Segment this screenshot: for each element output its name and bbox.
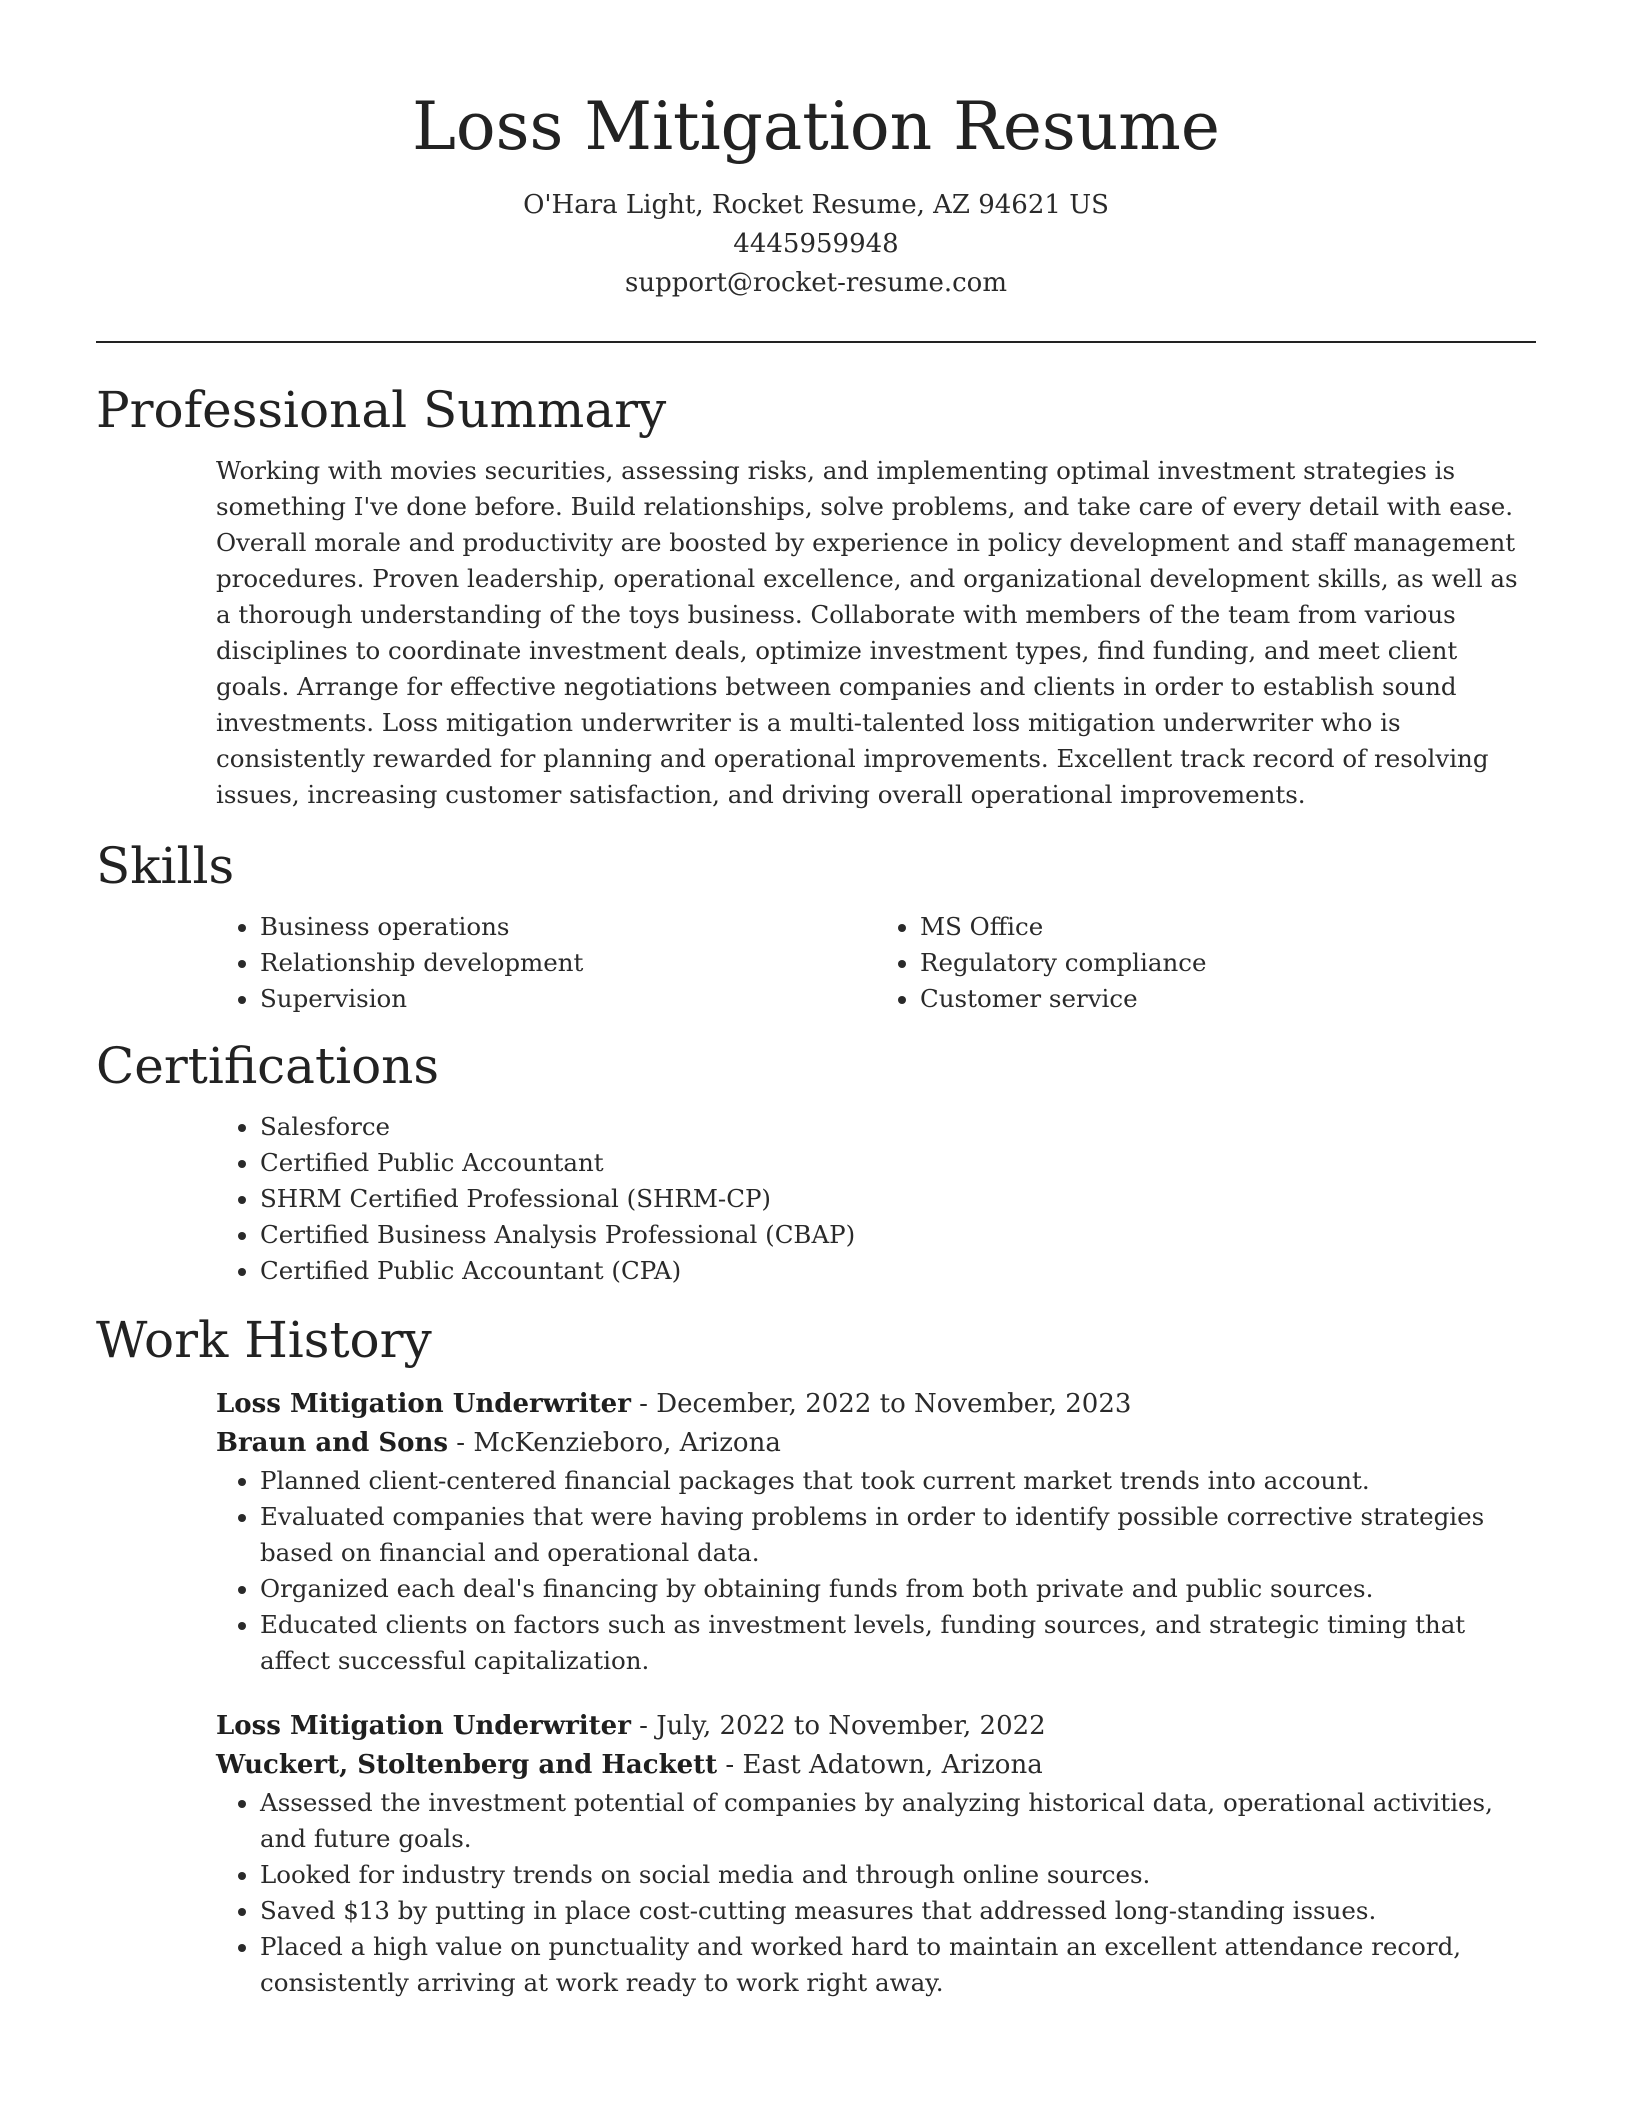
job-company: Braun and Sons bbox=[216, 1428, 449, 1458]
header-divider bbox=[96, 341, 1536, 343]
job-entry bbox=[216, 1707, 1536, 2001]
job-title-line bbox=[216, 1385, 1536, 1424]
certification-item: • Salesforce bbox=[260, 1109, 1536, 1145]
job-bullets bbox=[216, 1463, 1536, 1679]
job-location: - East Adatown, Arizona bbox=[717, 1750, 1043, 1780]
skills-columns bbox=[216, 909, 1536, 1017]
section-title-work-history: Work History bbox=[96, 1311, 432, 1369]
job-entry bbox=[216, 1385, 1536, 1679]
job-bullet: • Looked for industry trends on social media and through online sources. bbox=[260, 1857, 1536, 1893]
contact-email: support@rocket-resume.com bbox=[624, 268, 1007, 298]
job-title-line bbox=[216, 1707, 1536, 1746]
job-bullet: • Organized each deal's financing by obtaining funds from both private and public sources. bbox=[260, 1571, 1536, 1607]
resume-header bbox=[96, 0, 1536, 303]
skill-item: • Customer service bbox=[920, 981, 1536, 1017]
job-location: - McKenzieboro, Arizona bbox=[448, 1428, 781, 1458]
resume-page bbox=[96, 0, 1536, 2001]
job-company-line bbox=[216, 1746, 1536, 1785]
job-bullet: • Saved $13 by putting in place cost-cutting measures that addressed long-standing issues. bbox=[260, 1893, 1536, 1929]
job-dates: - July, 2022 to November, 2022 bbox=[630, 1711, 1046, 1741]
job-dates: - December, 2022 to November, 2023 bbox=[630, 1389, 1132, 1419]
resume-title: Loss Mitigation Resume bbox=[412, 88, 1220, 165]
certifications-block bbox=[216, 1109, 1536, 1289]
skill-item: • Regulatory compliance bbox=[920, 945, 1536, 981]
section-title-summary: Professional Summary bbox=[96, 381, 667, 439]
contact-phone: 4445959948 bbox=[733, 229, 899, 259]
job-role: Loss Mitigation Underwriter bbox=[216, 1711, 631, 1741]
job-bullet: • Placed a high value on punctuality and worked hard to maintain an excellent attendance record, consistently arriving at work ready to work right away. bbox=[260, 1929, 1536, 2001]
summary-text: Working with movies securities, assessing risks, and implementing optimal investment strategies is something I've done before. Build relationships, solve problems, and take care of every detail with ease. Overall morale and productivity are boosted by experience in policy development and staff management procedures. Proven leadership, operational excellence, and organizational development skills, as well as a thorough understanding of the toys business. Collaborate with members of the team from various disciplines to coordinate investment deals, optimize investment types, find funding, and meet client goals. Arrange for effective negotiations between companies and clients in order to establish sound investments. Loss mitigation underwriter is a multi-talented loss mitigation underwriter who is consistently rewarded for planning and operational improvements. Excellent track record of resolving issues, increasing customer satisfaction, and driving overall operational improvements. bbox=[216, 456, 1518, 809]
skill-item: • Supervision bbox=[260, 981, 876, 1017]
job-bullet: • Educated clients on factors such as investment levels, funding sources, and strategic timing that affect successful capitalization. bbox=[260, 1607, 1536, 1679]
job-company: Wuckert, Stoltenberg and Hackett bbox=[216, 1750, 718, 1780]
skill-item: • MS Office bbox=[920, 909, 1536, 945]
section-title-certifications: Certifications bbox=[96, 1037, 440, 1095]
certification-item: • Certified Public Accountant bbox=[260, 1145, 1536, 1181]
job-company-line bbox=[216, 1424, 1536, 1463]
skills-list-left bbox=[216, 909, 876, 1017]
contact-block bbox=[96, 186, 1536, 303]
job-role: Loss Mitigation Underwriter bbox=[216, 1389, 631, 1419]
section-title-skills: Skills bbox=[96, 837, 235, 895]
job-bullet: • Evaluated companies that were having problems in order to identify possible corrective strategies based on financial and operational data. bbox=[260, 1499, 1536, 1571]
contact-address: O'Hara Light, Rocket Resume, AZ 94621 US bbox=[523, 190, 1109, 220]
job-bullet: • Planned client-centered financial packages that took current market trends into account. bbox=[260, 1463, 1536, 1499]
job-bullets bbox=[216, 1785, 1536, 2001]
work-history-block bbox=[216, 1385, 1536, 2001]
skill-item: • Business operations bbox=[260, 909, 876, 945]
certifications-list bbox=[216, 1109, 1536, 1289]
job-bullet: • Assessed the investment potential of companies by analyzing historical data, operational activities, and future goals. bbox=[260, 1785, 1536, 1857]
skills-list-right bbox=[876, 909, 1536, 1017]
certification-item: • SHRM Certified Professional (SHRM-CP) bbox=[260, 1181, 1536, 1217]
certification-item: • Certified Business Analysis Professional (CBAP) bbox=[260, 1217, 1536, 1253]
skill-item: • Relationship development bbox=[260, 945, 876, 981]
certification-item: • Certified Public Accountant (CPA) bbox=[260, 1253, 1536, 1289]
